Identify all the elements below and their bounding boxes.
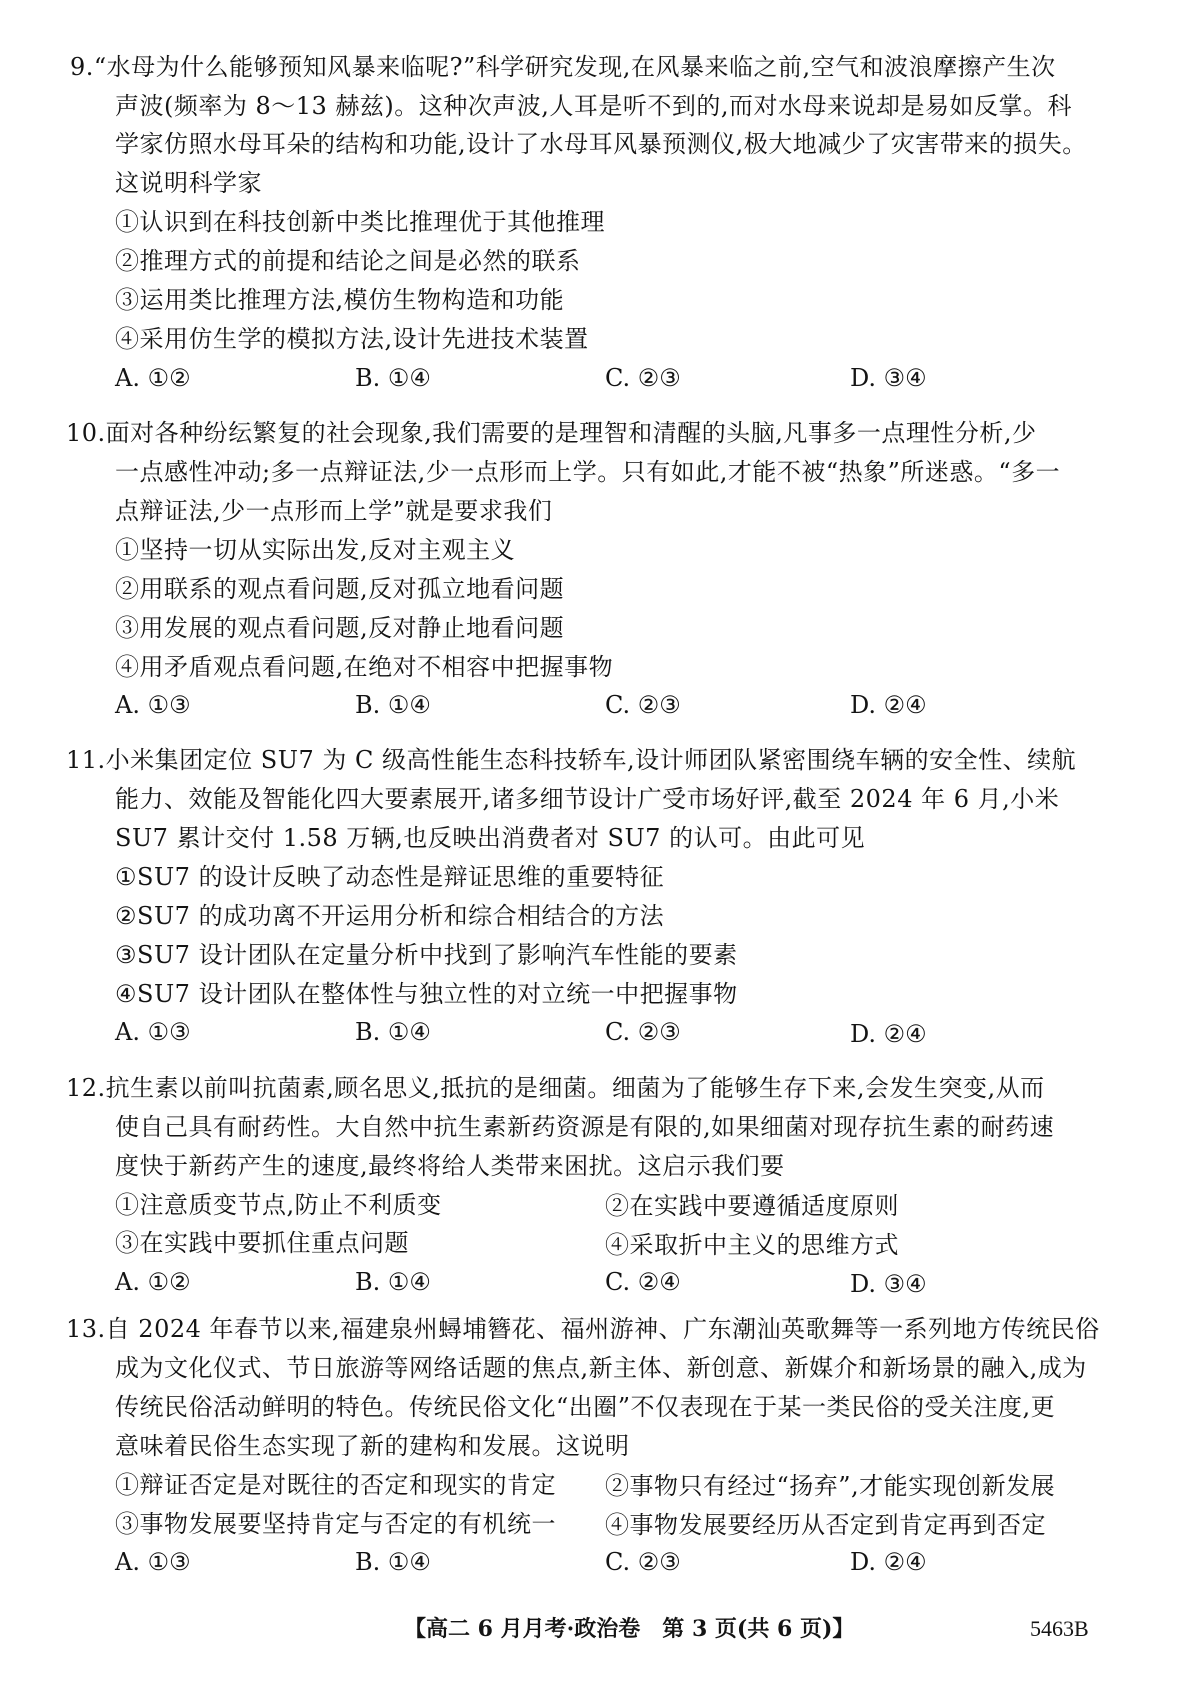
question-number-10: 10.面对各种纷纭繁复的社会现象,我们需要的是理智和清醒的头脑,凡事多一点理性分析,少 xyxy=(66,419,1037,447)
footer-code: 5463B xyxy=(1030,1616,1089,1641)
statement-item: ①坚持一切从实际出发,反对主观主义 xyxy=(115,536,516,564)
option-d: D. ③④ xyxy=(850,1270,927,1298)
question-number-9: 9.“水母为什么能够预知风暴来临呢?”科学研究发现,在风暴来临之前,空气和波浪摩擦产生次 xyxy=(70,53,1056,81)
question-stem-line: 能力、效能及智能化四大要素展开,诸多细节设计广受市场好评,截至 2024 年 6 月,小米 xyxy=(115,785,1060,813)
statement-item: ③事物发展要坚持肯定与否定的有机统一 xyxy=(115,1510,556,1538)
statement-item: ④事物发展要经历从否定到肯定再到否定 xyxy=(605,1511,1046,1539)
option-b: B. ①④ xyxy=(355,1548,431,1576)
statement-item: ③SU7 设计团队在定量分析中找到了影响汽车性能的要素 xyxy=(115,941,738,969)
option-a: A. ①② xyxy=(115,364,191,392)
question-stem-line: 这说明科学家 xyxy=(115,169,262,197)
option-b: B. ①④ xyxy=(355,1268,431,1296)
statement-item: ④SU7 设计团队在整体性与独立性的对立统一中把握事物 xyxy=(115,980,738,1008)
question-stem-line: 一点感性冲动;多一点辩证法,少一点形而上学。只有如此,才能不被“热象”所迷惑。“多一 xyxy=(115,458,1061,486)
question-number-13: 13.自 2024 年春节以来,福建泉州蟳埔簪花、福州游神、广东潮汕英歌舞等一系列地方传统民俗 xyxy=(66,1315,1100,1343)
option-c: C. ②④ xyxy=(605,1268,681,1296)
statement-item: ①辩证否定是对既往的否定和现实的肯定 xyxy=(115,1471,556,1499)
statement-item: ①注意质变节点,防止不利质变 xyxy=(115,1191,442,1219)
statement-item: ①认识到在科技创新中类比推理优于其他推理 xyxy=(115,208,605,236)
statement-item: ②事物只有经过“扬弃”,才能实现创新发展 xyxy=(605,1472,1056,1500)
footer-title: 【高二 6 月月考·政治卷 第 3 页(共 6 页)】 xyxy=(404,1616,855,1642)
option-a: A. ①② xyxy=(115,1268,191,1296)
question-stem-line: 度快于新药产生的速度,最终将给人类带来困扰。这启示我们要 xyxy=(115,1152,785,1180)
page-footer xyxy=(0,1612,1191,1646)
statement-item: ②推理方式的前提和结论之间是必然的联系 xyxy=(115,247,581,275)
option-d: D. ②④ xyxy=(850,1020,927,1048)
statement-item: ③运用类比推理方法,模仿生物构造和功能 xyxy=(115,286,565,314)
option-a: A. ①③ xyxy=(115,691,191,719)
statement-item: ①SU7 的设计反映了动态性是辩证思维的重要特征 xyxy=(115,863,665,891)
option-b: B. ①④ xyxy=(355,691,431,719)
option-b: B. ①④ xyxy=(355,364,431,392)
statement-item: ②用联系的观点看问题,反对孤立地看问题 xyxy=(115,575,565,603)
question-stem-line: SU7 累计交付 1.58 万辆,也反映出消费者对 SU7 的认可。由此可见 xyxy=(115,824,866,852)
statement-item: ④采用仿生学的模拟方法,设计先进技术装置 xyxy=(115,325,589,353)
question-number-11: 11.小米集团定位 SU7 为 C 级高性能生态科技轿车,设计师团队紧密围绕车辆的安全性、续航 xyxy=(66,746,1077,774)
question-stem-line: 传统民俗活动鲜明的特色。传统民俗文化“出圈”不仅表现在于某一类民俗的受关注度,更 xyxy=(115,1393,1056,1421)
option-d: D. ③④ xyxy=(850,364,927,392)
question-stem-line: 意味着民俗生态实现了新的建构和发展。这说明 xyxy=(115,1432,630,1460)
option-a: A. ①③ xyxy=(115,1018,191,1046)
question-stem-line: 学家仿照水母耳朵的结构和功能,设计了水母耳风暴预测仪,极大地减少了灾害带来的损失。 xyxy=(115,130,1087,158)
question-stem-line: 点辩证法,少一点形而上学”就是要求我们 xyxy=(115,497,553,525)
statement-item: ②SU7 的成功离不开运用分析和综合相结合的方法 xyxy=(115,902,665,930)
option-a: A. ①③ xyxy=(115,1548,191,1576)
option-d: D. ②④ xyxy=(850,691,927,719)
option-d: D. ②④ xyxy=(850,1548,927,1576)
option-b: B. ①④ xyxy=(355,1018,431,1046)
option-c: C. ②③ xyxy=(605,1018,681,1046)
option-c: C. ②③ xyxy=(605,364,681,392)
option-c: C. ②③ xyxy=(605,1548,681,1576)
statement-item: ②在实践中要遵循适度原则 xyxy=(605,1192,899,1220)
question-stem-line: 成为文化仪式、节日旅游等网络话题的焦点,新主体、新创意、新媒介和新场景的融入,成为 xyxy=(115,1354,1087,1382)
statement-item: ③用发展的观点看问题,反对静止地看问题 xyxy=(115,614,565,642)
question-number-12: 12.抗生素以前叫抗菌素,顾名思义,抵抗的是细菌。细菌为了能够生存下来,会发生突变,从而 xyxy=(66,1074,1045,1102)
option-c: C. ②③ xyxy=(605,691,681,719)
question-stem-line: 声波(频率为 8～13 赫兹)。这种次声波,人耳是听不到的,而对水母来说却是易如反掌。科 xyxy=(115,92,1073,120)
statement-item: ④采取折中主义的思维方式 xyxy=(605,1231,899,1259)
question-stem-line: 使自己具有耐药性。大自然中抗生素新药资源是有限的,如果细菌对现存抗生素的耐药速 xyxy=(115,1113,1055,1141)
statement-item: ③在实践中要抓住重点问题 xyxy=(115,1229,409,1257)
statement-item: ④用矛盾观点看问题,在绝对不相容中把握事物 xyxy=(115,653,614,681)
